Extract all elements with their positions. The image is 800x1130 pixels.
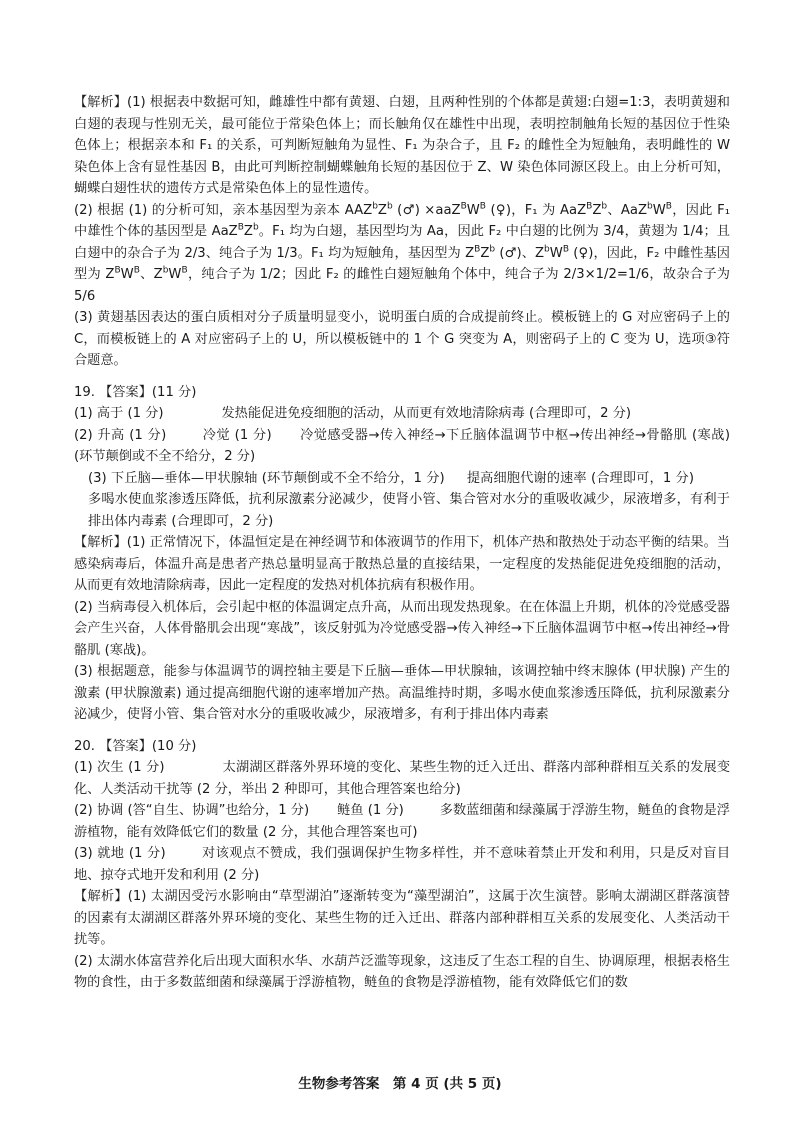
q20-header: 20. 【答案】(10 分) [74, 738, 197, 754]
analysis-18-part1: 【解析】(1) 根据表中数据可知，雌雄性中都有黄翅、白翅，且两种性别的个体都是黄翅:白翅=1:3，表明黄翅和白翅的表现与性别无关，最可能位于常染色体上；而长触角仅在雄性中出现，表明控制触角长短的基因位于性染色体上；根据亲本和 F₁ 的关系，可判断短触角为显性、F₁ 为杂合子，且 F₂ 的雌性全为短触角，表明雌性的 W 染色体上含有显性基因 B，由此可判断控制蝴蝶触角长短的基因位于 Z、W 染色体同源区段上。由上分析可知，蝴蝶白翅性状的遗传方式是常染色体上的显性遗传。 [74, 95, 730, 196]
q19-analysis-3: (3) 根据题意，能参与体温调节的调控轴主要是下丘脑—垂体—甲状腺轴，该调控轴中终末腺体 (甲状腺) 产生的激素 (甲状腺激素) 通过提高细胞代谢的速率增加产热。高温维持时期，多喝水使血浆渗透压降低，抗利尿激素分泌减少，使肾小管、集合管对水分的重吸收减少，尿液增多，有利于排出体内毒素 [74, 664, 730, 722]
analysis-18-part3: (3) 黄翅基因表达的蛋白质相对分子质量明显变小，说明蛋白质的合成提前终止。模板链上的 G 对应密码子上的 C，而模板链上的 A 对应密码子上的 U，所以模板链中的 1 个 G 突变为 A，则密码子上的 C 变为 U，选项③符合题意。 [74, 310, 730, 368]
q20-answer-3: (3) 就地 (1 分) 对该观点不赞成，我们强调保护生物多样性，并不意味着禁止开发和利用，只是反对盲目地、掠夺式地开发和利用 (2 分) [74, 846, 731, 883]
page-footer: 生物参考答案 第 4 页 (共 5 页) [298, 1076, 502, 1092]
q20-analysis-2: (2) 太湖水体富营养化后出现大面积水华、水葫芦泛滥等现象，这违反了生态工程的自生、协调原理，根据表格生物的食性，由于多数蓝细菌和绿藻属于浮游植物，鲢鱼的食物是浮游植物，能有效降低它们的数 [74, 953, 730, 990]
q20-analysis-1: 【解析】(1) 太湖因受污水影响由“草型湖泊”逐渐转变为“藻型湖泊”，这属于次生演替。影响太湖湖区群落演替的因素有太湖湖区群落外界环境的变化、某些生物的迁入迁出、群落内部种群相互关系的发展变化、人类活动干扰等。 [74, 889, 730, 947]
answer-page [74, 92, 730, 994]
q20-answer-2: (2) 协调 (答“自生、协调”也给分，1 分) 鲢鱼 (1 分) 多数蓝细菌和绿藻属于浮游生物，鲢鱼的食物是浮游植物，能有效降低它们的数量 (2 分，其他合理答案也可) [74, 803, 730, 840]
q19-answer-3: (3) 下丘脑—垂体—甲状腺轴 (环节颠倒或不全不给分，1 分) 提高细胞代谢的速率 (合理即可，1 分)多喝水使血浆渗透压降低，抗利尿激素分泌减少，使肾小管、集合管对水分的重吸收减少，尿液增多，有利于排出体内毒素 (合理即可，2 分) [88, 470, 730, 529]
q19-analysis-2: (2) 当病毒侵入机体后，会引起中枢的体温调定点升高，从而出现发热现象。在在体温上升期，机体的冷觉感受器会产生兴奋，人体骨骼肌会出现“寒战”，该反射弧为冷觉感受器→传入神经→下丘脑体温调节中枢→传出神经→骨骼肌 (寒战)。 [74, 599, 730, 658]
q20-answer-1: (1) 次生 (1 分) 太湖湖区群落外界环境的变化、某些生物的迁入迁出、群落内部种群相互关系的发展变化、人类活动干扰等 (2 分，举出 2 种即可，其他合理答案也给分) [74, 760, 731, 797]
analysis-18-part2: (2) 根据 (1) 的分析可知，亲本基因型为亲本 $AAZ^bZ^b$ (♂) $\times aaZ^BW^B$ (♀)，F₁ 为 $AaZ^BZ^b$、$AaZ^bW^B$，因此 F₁ 中雄性个体的基因型是 $AaZ^BZ^b$。F₁ 均为白翅，基因型均为 Aa，因此 F₂ 中白翅的比例为 3/4，黄翅为 1/4；且白翅中的杂合子为 2/3、纯合子为 1/3。F₁ 均为短触角，基因型为 $Z^BZ^b$ (♂)、$Z^bW^B$ (♀)，因此，F₂ 中雌性基因型为 $Z^BW^B$、$Z^bW^B$，纯合子为 1/2；因此 F₂ 的雌性白翅短触角个体中，纯合子为 2/3×1/2=1/6，故杂合子为 5/6 [74, 201, 730, 304]
q19-answer-1: (1) 高于 (1 分) 发热能促进免疫细胞的活动，从而更有效地清除病毒 (合理即可，2 分) [74, 406, 631, 421]
q19-analysis-1: 【解析】(1) 正常情况下，体温恒定是在神经调节和体液调节的作用下，机体产热和散热处于动态平衡的结果。当感染病毒后，体温升高是患者产热总量明显高于散热总量的直接结果，一定程度的发热能促进免疫细胞的活动，从而更有效地清除病毒，因此一定程度的发热对机体抗病有积极作用。 [74, 535, 730, 593]
q19-header: 19. 【答案】(11 分) [74, 384, 197, 400]
q19-answer-2: (2) 升高 (1 分) 冷觉 (1 分) 冷觉感受器→传入神经→下丘脑体温调节中枢→传出神经→骨骼肌 (寒战) (环节颠倒或不全不给分，2 分) [74, 427, 730, 464]
